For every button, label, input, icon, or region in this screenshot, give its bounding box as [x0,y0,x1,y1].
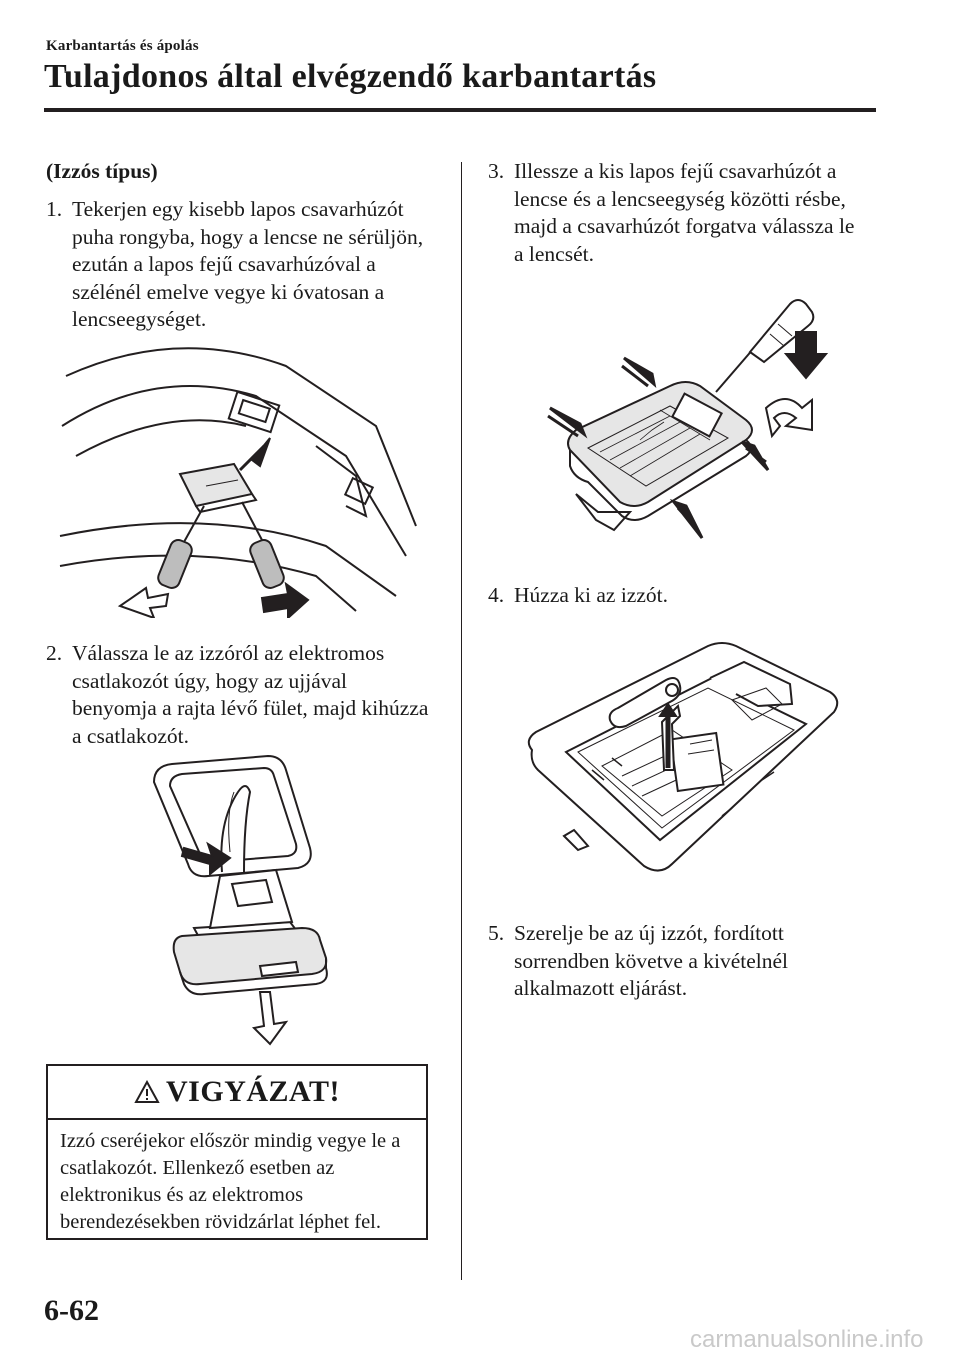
section-label: Karbantartás és ápolás [46,38,199,54]
step-number: 4. [488,583,505,607]
step-text: Válassza le az izzóról az elektromos csatlakozót úgy, hogy az ujjával benyomja a rajta lévő fület, majd kihúzza a csatlakozót. [72,641,429,748]
step-text: Húzza ki az izzót. [514,583,668,607]
column-divider [461,162,462,1280]
step-2 [46,640,436,750]
step-3 [488,158,868,268]
step-1 [46,196,436,334]
caution-title: VIGYÁZAT! [166,1075,340,1108]
step-5 [488,920,868,1003]
page-number: 6-62 [44,1294,99,1327]
step-text: Illessze a kis lapos fejű csavarhúzót a lencse és a lencseegység közötti résbe, majd a csavarhúzót forgatva válassza le a lencsét. [514,159,855,266]
step-4 [488,582,868,610]
lens-separation-illustration [540,290,840,550]
step-number: 2. [46,641,63,665]
title-rule [44,108,876,112]
caution-header [48,1066,426,1120]
bulb-removal-illustration [522,640,844,880]
watermark: carmanualsonline.info [690,1326,924,1353]
step-text: Tekerjen egy kisebb lapos csavarhúzót puha rongyba, hogy a lencse ne sérüljön, ezután a lapos fejű csavarhúzóval a szélénél emelve vegye ki óvatosan a lencseegységet. [72,197,424,331]
warning-icon [134,1080,160,1104]
step-number: 1. [46,197,63,221]
subheading: (Izzós típus) [46,159,158,183]
page-title: Tulajdonos által elvégzendő karbantartás [44,58,657,95]
step-text: Szerelje be az új izzót, fordított sorrendben követve a kivételnél alkalmazott eljárást. [514,921,789,1000]
caution-text: Izzó cseréjekor először mindig vegye le a csatlakozót. Ellenkező esetben az elektronikus és az elektromos berendezésekben rövidzárlat léphet fel. [60,1130,401,1233]
caution-box [46,1064,428,1240]
step-number: 3. [488,159,505,183]
step-number: 5. [488,921,505,945]
lens-removal-illustration [56,336,420,618]
connector-removal-illustration [150,752,340,1046]
